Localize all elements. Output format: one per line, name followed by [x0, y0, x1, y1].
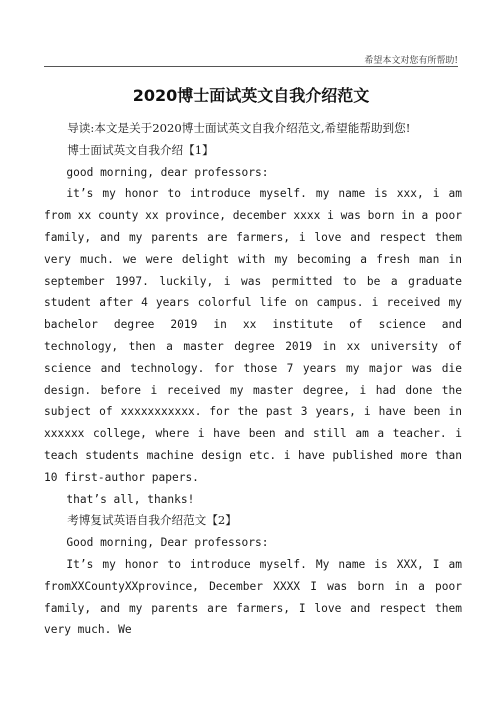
section-heading-2: 考博复试英语自我介绍范文【2】 — [67, 513, 237, 528]
closing-line: that’s all, thanks! — [66, 492, 195, 506]
header-note: 希望本文对您有所帮助! — [364, 56, 458, 66]
intro-paragraph: 导读:本文是关于2020博士面试英文自我介绍范文,希望能帮助到您! — [67, 121, 411, 135]
self-intro-paragraph-1: it’s my honor to introduce myself. my name is xxx, i am from xx county xx province, december xxxx i was born in a poor family, and my parents are farmers, i love and respect them very much. we were delight with my becoming a fresh man in september 1997. luckily, i was permitted to be a graduate student after 4 years colorful life on campus. i received my bachelor degree 2019 in xx institute of science and technology, then a master degree 2019 in xx university of science and technology. for those 7 years my major was die design. before i received my master degree, i had done the subject of xxxxxxxxxxx. for the past 3 years, i have been in xxxxxx college, where i have been and still am a teacher. i teach students machine design etc. i have published more than 10 first-author papers. — [44, 187, 462, 484]
greeting-2: Good morning, Dear professors: — [66, 536, 269, 550]
section-heading-1: 博士面试英文自我介绍【1】 — [67, 142, 214, 157]
self-intro-paragraph-2: It’s my honor to introduce myself. My name is XXX, I am fromXXCountyXXprovince, December XXXX I was born in a poor family, and my parents are farmers, I love and respect them very much. We — [44, 557, 462, 637]
greeting-1: good morning, dear professors: — [66, 165, 269, 179]
page-title: 2020博士面试英文自我介绍范文 — [132, 86, 370, 105]
document-body — [44, 118, 462, 641]
header-divider — [44, 66, 458, 67]
